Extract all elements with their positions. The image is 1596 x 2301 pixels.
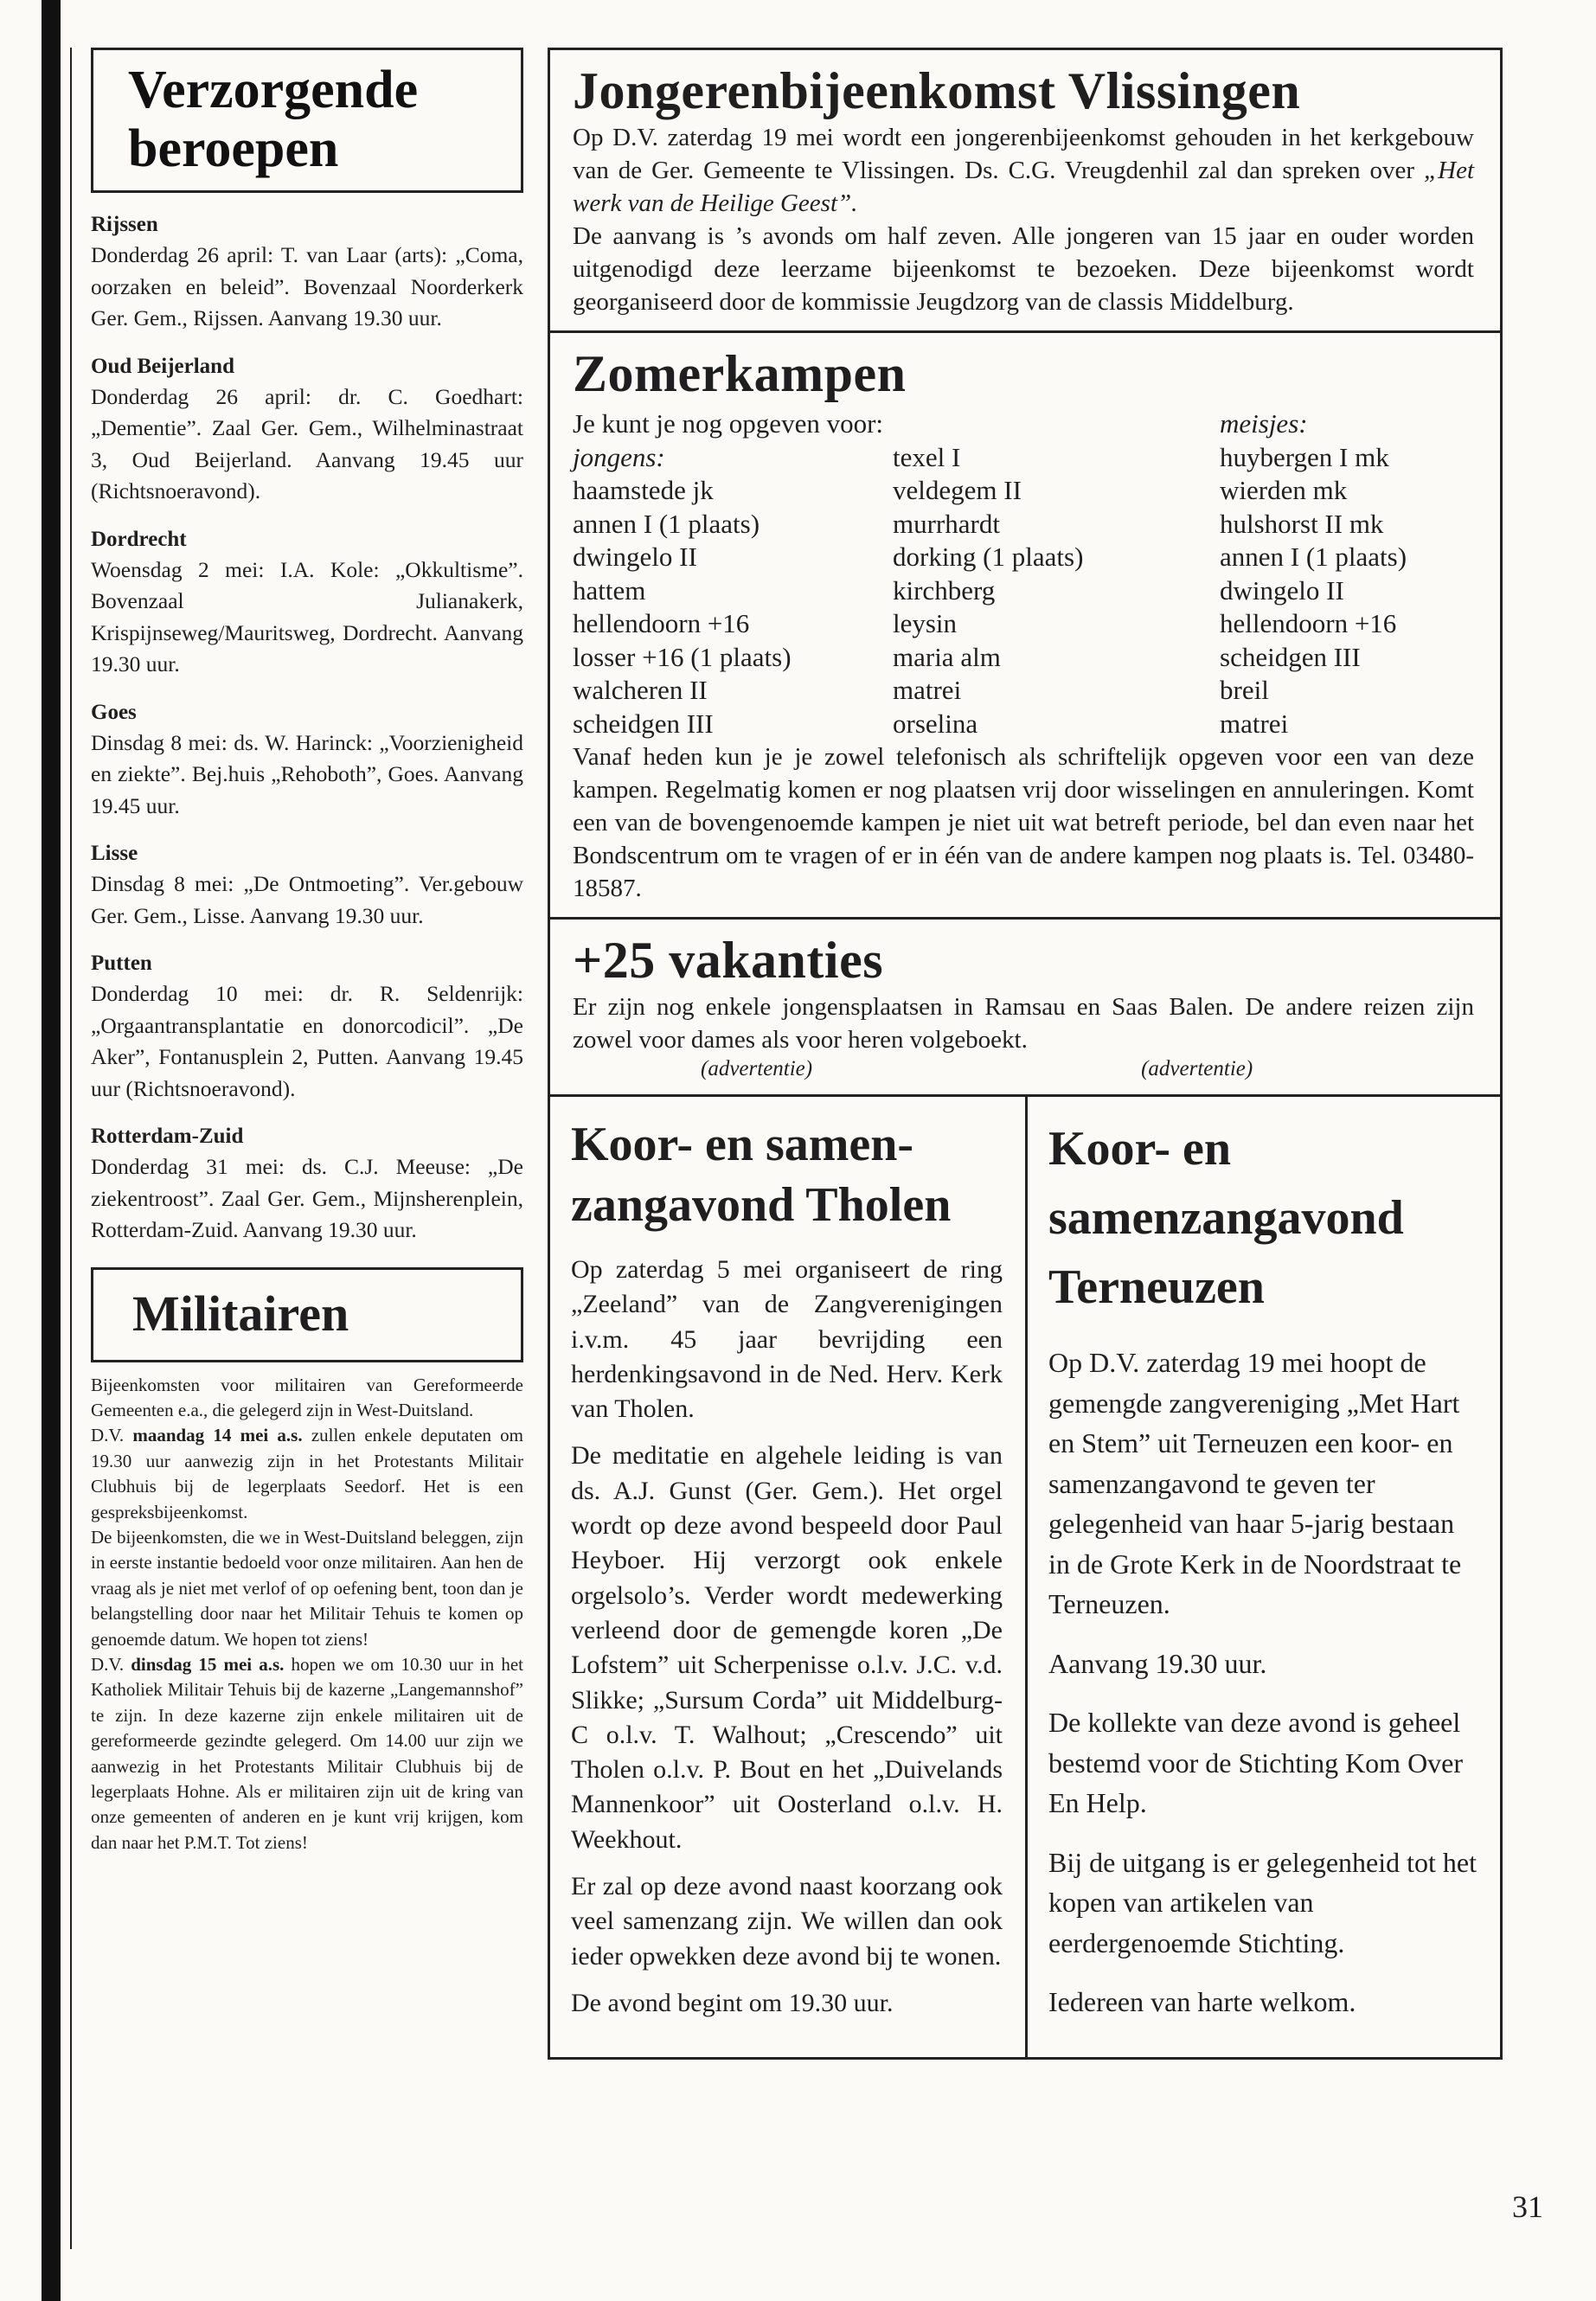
- tholen-title-line1: Koor- en samen-: [571, 1118, 914, 1171]
- dv-label: D.V.: [91, 1425, 125, 1446]
- camp-intro: Je kunt je nog opgeven voor:: [573, 408, 884, 439]
- terneuzen-paragraph: Iedereen van harte welkom.: [1048, 1986, 1356, 2017]
- event-text: Donderdag 10 mei: dr. R. Seldenrijk: „Orgaantransplantatie en donorcodicil”. „De Aker”, Fontanusplein 2, Putten. Aanvang 19.45 uur (Richtsnoeravond).: [91, 981, 523, 1101]
- list-item: maria alm: [893, 641, 1001, 672]
- terneuzen-title: [1048, 1114, 1477, 1322]
- terneuzen-section: [1028, 1097, 1500, 2057]
- list-item: hellendoorn +16: [1220, 608, 1397, 638]
- verzorgende-title-line2: beroepen: [128, 119, 339, 178]
- event-text: Donderdag 26 april: T. van Laar (arts): „Coma, oorzaken en beleid”. Bovenzaal Noorderkerk Ger. Gem., Rijssen. Aanvang 19.30 uur.: [91, 242, 523, 330]
- verzorgende-title-line1: Verzorgende: [128, 61, 419, 119]
- vakanties-section: [550, 917, 1500, 1094]
- jongeren-text-2: De aanvang is ’s avonds om half zeven. Alle jongeren van 15 jaar en ouder worden uitgenodigd deze leerzame bijeenkomst te bezoeken. Deze bijeenkomst wordt georganiseerd door de kommissie Jeugdzorg van de classis Middelburg.: [573, 222, 1474, 316]
- vakanties-title: +25 vakanties: [573, 932, 884, 989]
- list-item: leysin: [893, 608, 958, 638]
- date-emphasis: dinsdag 15 mei a.s.: [131, 1653, 285, 1675]
- event-text: Woensdag 2 mei: I.A. Kole: „Okkultisme”. Bovenzaal Julianakerk, Krispijnseweg/Mauritsweg, Dordrecht. Aanvang 19.30 uur.: [91, 556, 523, 676]
- date-emphasis: maandag 14 mei a.s.: [132, 1425, 303, 1446]
- event-text: Dinsdag 8 mei: ds. W. Harinck: „Voorzienigheid en ziekte”. Bej.huis „Rehoboth”, Goes. Aanvang 19.45 uur.: [91, 729, 523, 818]
- list-item: matrei: [1220, 708, 1289, 739]
- page-number: 31: [1512, 2189, 1543, 2224]
- tholen-paragraph: Op zaterdag 5 mei organiseert de ring „Zeeland” van de Zangverenigingen i.v.m. 45 jaar bevrijding een herdenkingsavond in de Ned. Herv. Kerk van Tholen.: [571, 1255, 1003, 1424]
- list-item: losser +16 (1 plaats): [573, 641, 792, 672]
- jongeren-title: Jongerenbijeenkomst Vlissingen: [573, 62, 1301, 119]
- terneuzen-paragraph: De kollekte van deze avond is geheel bestemd voor de Stichting Kom Over En Help.: [1048, 1707, 1464, 1818]
- list-item: annen I (1 plaats): [1220, 542, 1407, 572]
- list-item: dwingelo II: [1220, 574, 1344, 606]
- list-item: dorking (1 plaats): [893, 542, 1084, 572]
- list-item: annen I (1 plaats): [573, 508, 760, 539]
- event-place: Rotterdam-Zuid: [91, 1125, 244, 1148]
- tholen-section: [550, 1097, 1028, 2057]
- jongeren-section: [550, 50, 1500, 330]
- camp-col-meisjes: [1213, 441, 1474, 741]
- terneuzen-paragraph: Aanvang 19.30 uur.: [1048, 1647, 1267, 1679]
- terneuzen-title-line3: Terneuzen: [1048, 1260, 1265, 1314]
- event-item: [91, 949, 523, 1105]
- event-place: Lisse: [91, 842, 138, 865]
- event-item: [91, 1122, 523, 1247]
- terneuzen-title-line2: samenzangavond: [1048, 1191, 1404, 1245]
- list-item: matrei: [893, 675, 962, 705]
- event-place: Putten: [91, 952, 152, 975]
- list-item: texel I: [893, 441, 961, 472]
- list-item: breil: [1220, 675, 1269, 705]
- zomerkampen-title: Zomerkampen: [573, 345, 907, 402]
- left-column: [91, 48, 523, 1856]
- scan-edge-bar: [42, 0, 61, 2301]
- militairen-intro: Bijeenkomsten voor militairen van Gereformeerde Gemeenten e.a., die gelegerd zijn in West-Duitsland.: [91, 1374, 523, 1420]
- list-item: scheidgen III: [1220, 641, 1361, 672]
- list-item: huybergen I mk: [1220, 441, 1389, 472]
- koor-row: [550, 1094, 1500, 2057]
- terneuzen-paragraph: Bij de uitgang is er gelegenheid tot het kopen van artikelen van eerdergenoemde Stichting.: [1048, 1846, 1477, 1958]
- militairen-paragraph: [91, 1652, 523, 1856]
- event-place: Dordrecht: [91, 527, 187, 551]
- list-item: hellendoorn +16: [573, 608, 750, 638]
- advertentie-labels: [573, 1056, 1474, 1082]
- sermon-topic: „Het werk van de Heilige Geest”.: [573, 157, 1474, 217]
- vakanties-text: Er zijn nog enkele jongensplaatsen in Ramsau en Saas Balen. De andere reizen zijn zowel voor dames als voor heren volgeboekt.: [573, 993, 1474, 1054]
- tholen-title-line2: zangavond Tholen: [571, 1178, 952, 1232]
- militairen-title: Militairen: [91, 1267, 523, 1362]
- camp-col-jongens-2: [893, 441, 1213, 741]
- zomerkampen-text: Vanaf heden kun je je zowel telefonisch als schriftelijk opgeven voor een van deze kampen. Regelmatig komen er nog plaatsen vrij door wisselingen en annuleringen. Komt een van de bovengenoemde kampen je niet uit wat betreft periode, bel dan even naar het Bondscentrum om te vragen of er in één van de andere kampen nog plaats is. Tel. 03480-18587.: [573, 743, 1474, 902]
- list-item: scheidgen III: [573, 708, 714, 739]
- list-item: haamstede jk: [573, 475, 714, 505]
- event-text: Dinsdag 8 mei: „De Ontmoeting”. Ver.gebouw Ger. Gem., Lisse. Aanvang 19.30 uur.: [91, 871, 523, 928]
- event-place: Rijssen: [91, 213, 158, 236]
- list-item: orselina: [893, 708, 978, 739]
- tholen-paragraph: De meditatie en algehele leiding is van ds. A.J. Gunst (Ger. Gem.). Het orgel wordt op deze avond bespeeld door Paul Heyboer. Hij verzorgt ook enkele orgelsolo’s. Verder wordt medewerking verleend door de gemengde koren „De Lofstem” uit Scherpenisse o.l.v. J.C. v.d. Slikke; „Sursum Corda” uit Middelburg-C o.l.v. T. Walhout; „Crescendo” uit Tholen o.l.v. P. Bout en het „Duivelands Mannenkoor” uit Oosterland o.l.v. H. Weekhout.: [571, 1441, 1003, 1854]
- list-item: hattem: [573, 574, 646, 606]
- event-text: Donderdag 26 april: dr. C. Goedhart: „Dementie”. Zaal Ger. Gem., Wilhelminastraat 3, Oud Beijerland. Aanvang 19.45 uur (Richtsnoeravond).: [91, 383, 523, 503]
- terneuzen-paragraph: Op D.V. zaterdag 19 mei hoopt de gemengde zangvereniging „Met Hart en Stem” uit Terneuzen een koor- en samenzangavond te geven ter gelegenheid van haar 5-jarig bestaan in de Grote Kerk in de Noordstraat te Terneuzen.: [1048, 1347, 1462, 1619]
- event-place: Oud Beijerland: [91, 354, 234, 378]
- event-item: [91, 210, 523, 335]
- list-item: hulshorst II mk: [1220, 508, 1384, 539]
- list-item: walcheren II: [573, 675, 708, 705]
- list-item: murrhardt: [893, 508, 1000, 539]
- camp-list: [573, 407, 1474, 740]
- meisjes-label: meisjes:: [1220, 408, 1308, 439]
- tholen-paragraph: Er zal op deze avond naast koorzang ook veel samenzang zijn. We willen dan ook ieder opwekken deze avond bij te wonen.: [571, 1872, 1003, 1971]
- list-item: wierden mk: [1220, 475, 1348, 505]
- list-item: dwingelo II: [573, 542, 697, 572]
- militairen-text: [91, 1373, 523, 1856]
- militairen-paragraph: De bijeenkomsten, die we in West-Duitsland beleggen, zijn in eerste instantie bedoeld voor onze militairen. Aan hen de vraag als je niet met verlof of op oefening bent, toon dan je belangstelling door naar het Militair Tehuis te komen op genoemde datum. We hopen tot ziens!: [91, 1526, 523, 1650]
- terneuzen-title-line1: Koor- en: [1048, 1122, 1231, 1176]
- jongeren-text: [573, 121, 1474, 220]
- paragraph-text: hopen we om 10.30 uur in het Katholiek Militair Tehuis bij de kazerne „Langemannshof” te zijn. In deze kazerne zijn enkele militairen uit de gereformeerde gezindte gelegerd. Om 14.00 uur zijn we aanwezig in het Protestants Militair Clubhuis bij de legerplaats Hohne. Als er militairen zijn uit de kring van onze gemeenten of anderen en je kunt vrij krijgen, kom dan naar het P.M.T. Tot ziens!: [91, 1653, 524, 1853]
- jongeren-text-main: Op D.V. zaterdag 19 mei wordt een jongerenbijeenkomst gehouden in het kerkgebouw van de Ger. Gemeente te Vlissingen. Ds. C.G. Vreugdenhil zal dan spreken over: [573, 124, 1474, 184]
- tholen-title: [571, 1114, 1003, 1235]
- event-item: [91, 698, 523, 823]
- tholen-paragraph: De avond begint om 19.30 uur.: [571, 1988, 894, 2017]
- event-text: Donderdag 31 mei: ds. C.J. Meeuse: „De ziekentroost”. Zaal Ger. Gem., Mijnsherenplein, Rotterdam-Zuid. Aanvang 19.30 uur.: [91, 1154, 523, 1242]
- event-item: [91, 352, 523, 508]
- advertentie-label: (advertentie): [701, 1057, 813, 1080]
- list-item: kirchberg: [893, 574, 996, 606]
- jongens-label: jongens:: [573, 441, 665, 472]
- event-item: [91, 525, 523, 681]
- zomerkampen-section: [550, 330, 1500, 917]
- paragraph-text: zullen enkele deputaten om 19.30 uur aanwezig zijn in het Protestants Militair Clubhuis bij de legerplaats Seedorf. Het is een gespreksbijeenkomst.: [91, 1425, 523, 1522]
- camp-col-jongens-1: [573, 441, 893, 741]
- event-place: Goes: [91, 700, 137, 724]
- event-item: [91, 839, 523, 932]
- list-item: veldegem II: [893, 475, 1022, 505]
- verzorgende-title-box: [91, 48, 523, 193]
- militairen-paragraph: [91, 1423, 523, 1525]
- right-column: [548, 48, 1503, 2060]
- column-rule: [70, 48, 72, 2249]
- advertentie-label: (advertentie): [1141, 1057, 1253, 1080]
- dv-label: D.V.: [91, 1653, 125, 1675]
